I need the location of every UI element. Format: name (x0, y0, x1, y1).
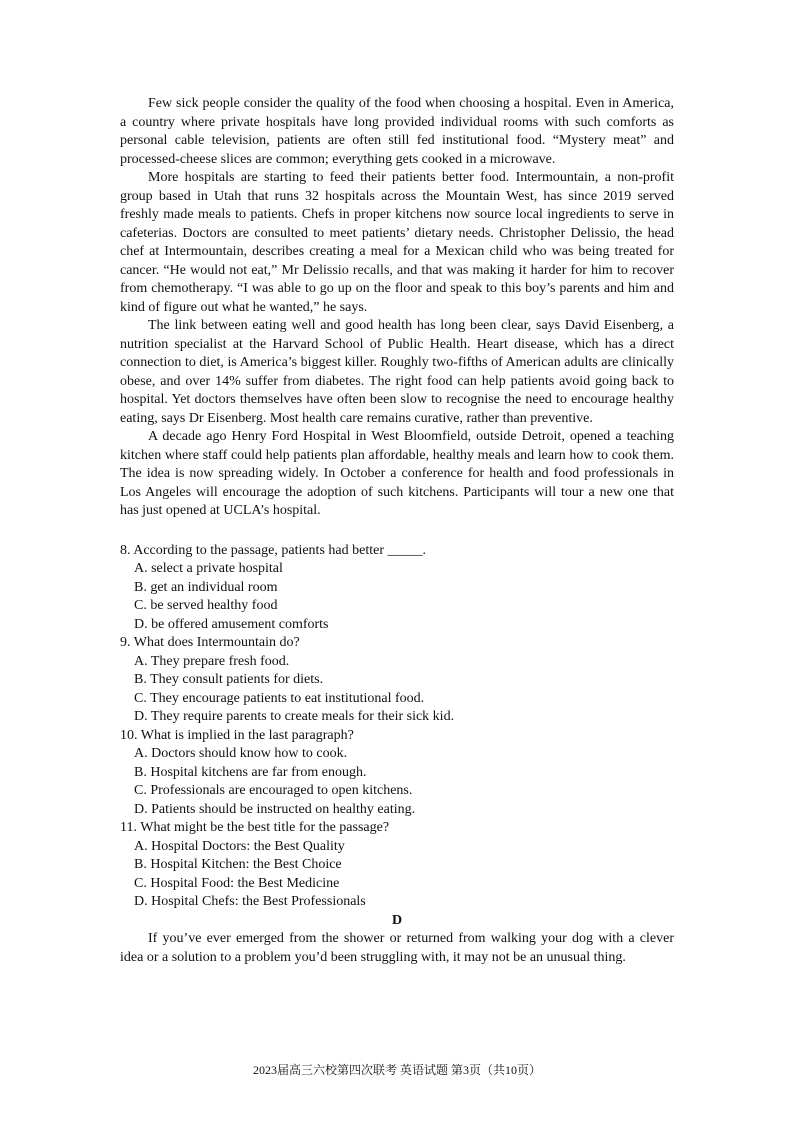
question-stem: 8. According to the passage, patients had better _____. (120, 542, 426, 558)
option-a: A. They prepare fresh food. (134, 653, 290, 669)
option-a: A. Doctors should know how to cook. (134, 746, 348, 761)
option-b: B. get an individual room (134, 579, 278, 595)
question-stem: 10. What is implied in the last paragraph? (120, 727, 354, 743)
question-8 (120, 542, 674, 635)
option-b: B. Hospital kitchens are far from enough. (134, 764, 367, 780)
question-stem: 9. What does Intermountain do? (120, 635, 300, 650)
option-d: D. Patients should be instructed on healthy eating. (134, 801, 416, 817)
option-c: C. Hospital Food: the Best Medicine (134, 875, 340, 891)
question-stem: 11. What might be the best title for the passage? (120, 820, 390, 835)
passage-paragraph-3: The link between eating well and good health has long been clear, says David Eisenberg, a nutrition specialist at the Harvard School of Public Health. Heart disease, which has a direct connection to diet, is America’s biggest killer. Roughly two-fifths of American adults are clinically obese, and over 14% suffer from diabetes. The right food can help patients avoid going back to hospital. Yet doctors themselves have often been slow to recognise the need to encourage healthy eating, says Dr Eisenberg. Most health care remains curative, rather than preventive. (120, 318, 674, 426)
option-c: C. Professionals are encouraged to open kitchens. (134, 783, 413, 798)
question-10 (120, 727, 674, 820)
section-heading-d: D (391, 912, 403, 928)
questions-list (120, 542, 674, 912)
passage-d-paragraph-1: If you’ve ever emerged from the shower or returned from walking your dog with a clever idea or a solution to a problem you’d been struggling with, it may not be an unusual thing. (120, 931, 674, 965)
question-11 (120, 819, 674, 912)
option-b: B. Hospital Kitchen: the Best Choice (134, 857, 342, 872)
page-footer: 2023届高三六校第四次联考 英语试题 第3页（共10页） (252, 1063, 541, 1077)
option-d: D. Hospital Chefs: the Best Professionals (134, 894, 366, 909)
passage-c (120, 95, 674, 521)
option-d: D. They require parents to create meals for their sick kid. (134, 709, 455, 724)
option-d: D. be offered amusement comforts (134, 616, 329, 632)
passage-paragraph-1: Few sick people consider the quality of the food when choosing a hospital. Even in America, a country where private hospitals have long provided individual rooms with such comforts as personal cable television, patients are often still fed institutional food. “Mystery meat” and processed-cheese slices are common; everything gets cooked in a microwave. (120, 96, 674, 167)
option-a: A. select a private hospital (134, 561, 283, 576)
option-b: B. They consult patients for diets. (134, 672, 324, 687)
option-a: A. Hospital Doctors: the Best Quality (134, 838, 345, 854)
question-9 (120, 634, 674, 727)
option-c: C. be served healthy food (134, 598, 278, 613)
passage-paragraph-4: A decade ago Henry Ford Hospital in West Bloomfield, outside Detroit, opened a teaching kitchen where staff could help patients plan affordable, healthy meals and learn how to cook them. The idea is now spreading widely. In October a conference for health and food professionals in Los Angeles will encourage the adoption of such kitchens. Participants will tour a new one that has just opened at UCLA’s hospital. (120, 429, 674, 518)
option-c: C. They encourage patients to eat institutional food. (134, 690, 425, 706)
page-content (120, 95, 674, 967)
passage-paragraph-2: More hospitals are starting to feed their patients better food. Intermountain, a non-profit group based in Utah that runs 32 hospitals across the Mountain West, has since 2019 served freshly made meals to patients. Chefs in proper kitchens now source local ingredients to serve in cafeterias. Doctors are consulted to meet patients’ dietary needs. Christopher Delissio, the head chef at Intermountain, describes creating a meal for a Mexican child who was being treated for cancer. “He would not eat,” Mr Delissio recalls, and that was making it harder for him to recover from chemotherapy. “I was able to go up on the floor and speak to this boy’s parents and him and kind of figure out what he wanted,” he says. (120, 170, 674, 315)
